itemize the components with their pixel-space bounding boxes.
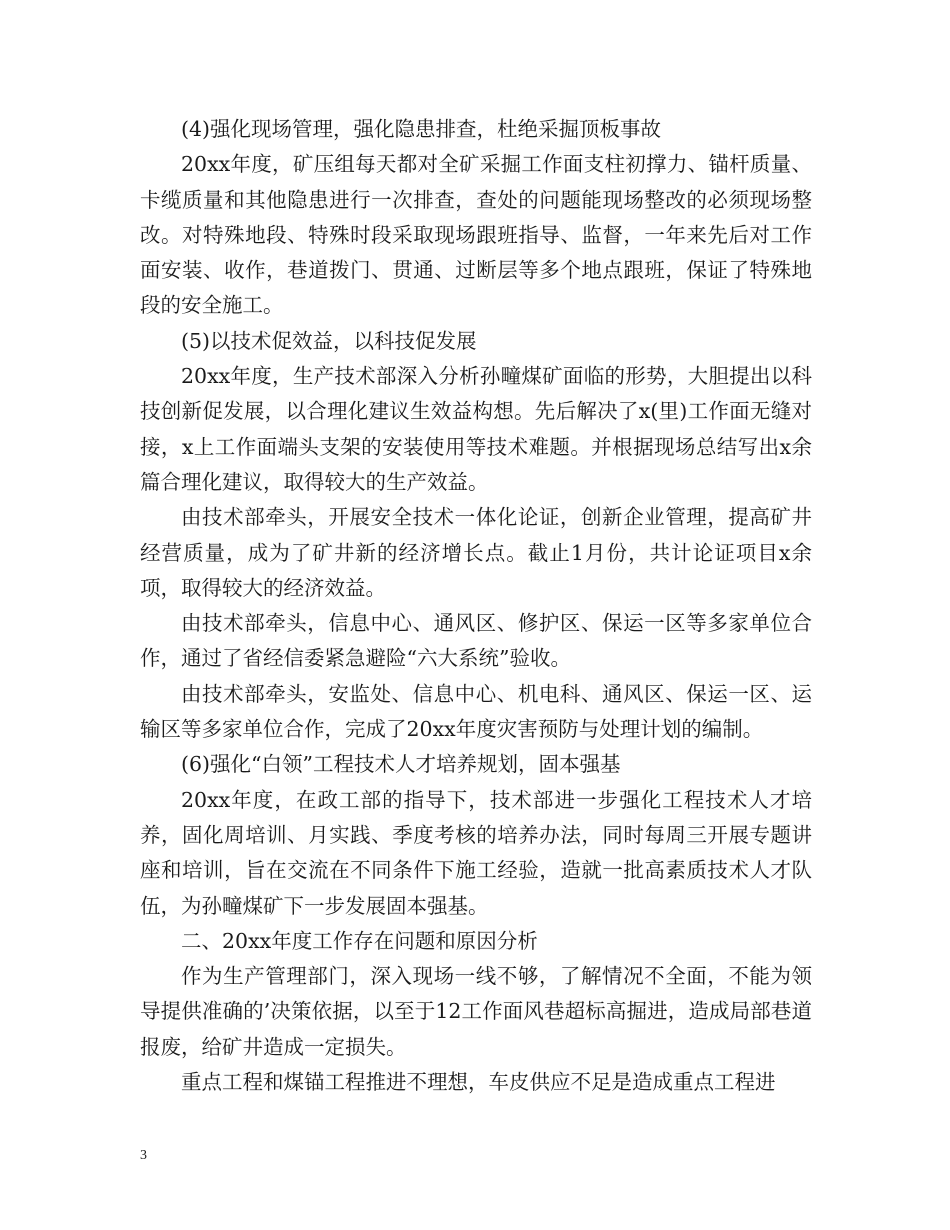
paragraph: 20xx年度，生产技术部深入分析孙疃煤矿面临的形势，大胆提出以科技创新促发展，以合理化建议生效益构想。先后解决了x(里)工作面无缝对接，x上工作面端头支架的安装使用等技术难题。并根据现场总结写出x余篇合理化建议，取得较大的生产效益。 bbox=[140, 364, 812, 494]
heading-item-5: (5)以技术促效益，以科技促发展 bbox=[181, 328, 477, 353]
heading-item-4: (4)强化现场管理，强化隐患排查，杜绝采掘顶板事故 bbox=[181, 117, 662, 141]
paragraph: 由技术部牵头，安监处、信息中心、机电科、通风区、保运一区、运输区等多家单位合作，完成了20xx年度灾害预防与处理计划的编制。 bbox=[140, 681, 812, 742]
paragraph: 由技术部牵头，信息中心、通风区、修护区、保运一区等多家单位合作，通过了省经信委紧急避险“六大系统”验收。 bbox=[140, 611, 812, 671]
document-body bbox=[140, 112, 812, 1100]
heading-item-6: (6)强化“白领”工程技术人才培养规划，固本强基 bbox=[181, 752, 621, 777]
page-number: 3 bbox=[140, 1148, 147, 1163]
paragraph: 20xx年度，矿压组每天都对全矿采掘工作面支柱初撑力、锚杆质量、卡缆质量和其他隐患进行一次排查，查处的问题能现场整改的必须现场整改。对特殊地段、特殊时段采取现场跟班指导、监督，一年来先后对工作面安装、收作，巷道拨门、贯通、过断层等多个地点跟班，保证了特殊地段的安全施工。 bbox=[140, 152, 812, 318]
paragraph: 重点工程和煤锚工程推进不理想，车皮供应不足是造成重点工程进 bbox=[181, 1070, 776, 1095]
paragraph: 作为生产管理部门，深入现场一线不够，了解情况不全面，不能为领导提供准确的’决策依据，以至于12工作面风巷超标高掘进，造成局部巷道报废，给矿井造成一定损失。 bbox=[140, 964, 812, 1059]
paragraph: 由技术部牵头，开展安全技术一体化论证，创新企业管理，提高矿井经营质量，成为了矿井新的经济增长点。截止1月份，共计论证项目x余项，取得较大的经济效益。 bbox=[140, 505, 812, 600]
paragraph: 20xx年度，在政工部的指导下，技术部进一步强化工程技术人才培养，固化周培训、月实践、季度考核的培养办法，同时每周三开展专题讲座和培训，旨在交流在不同条件下施工经验，造就一批高素质技术人才队伍，为孙疃煤矿下一步发展固本强基。 bbox=[140, 787, 812, 918]
section-heading: 二、20xx年度工作存在问题和原因分析 bbox=[181, 928, 538, 953]
